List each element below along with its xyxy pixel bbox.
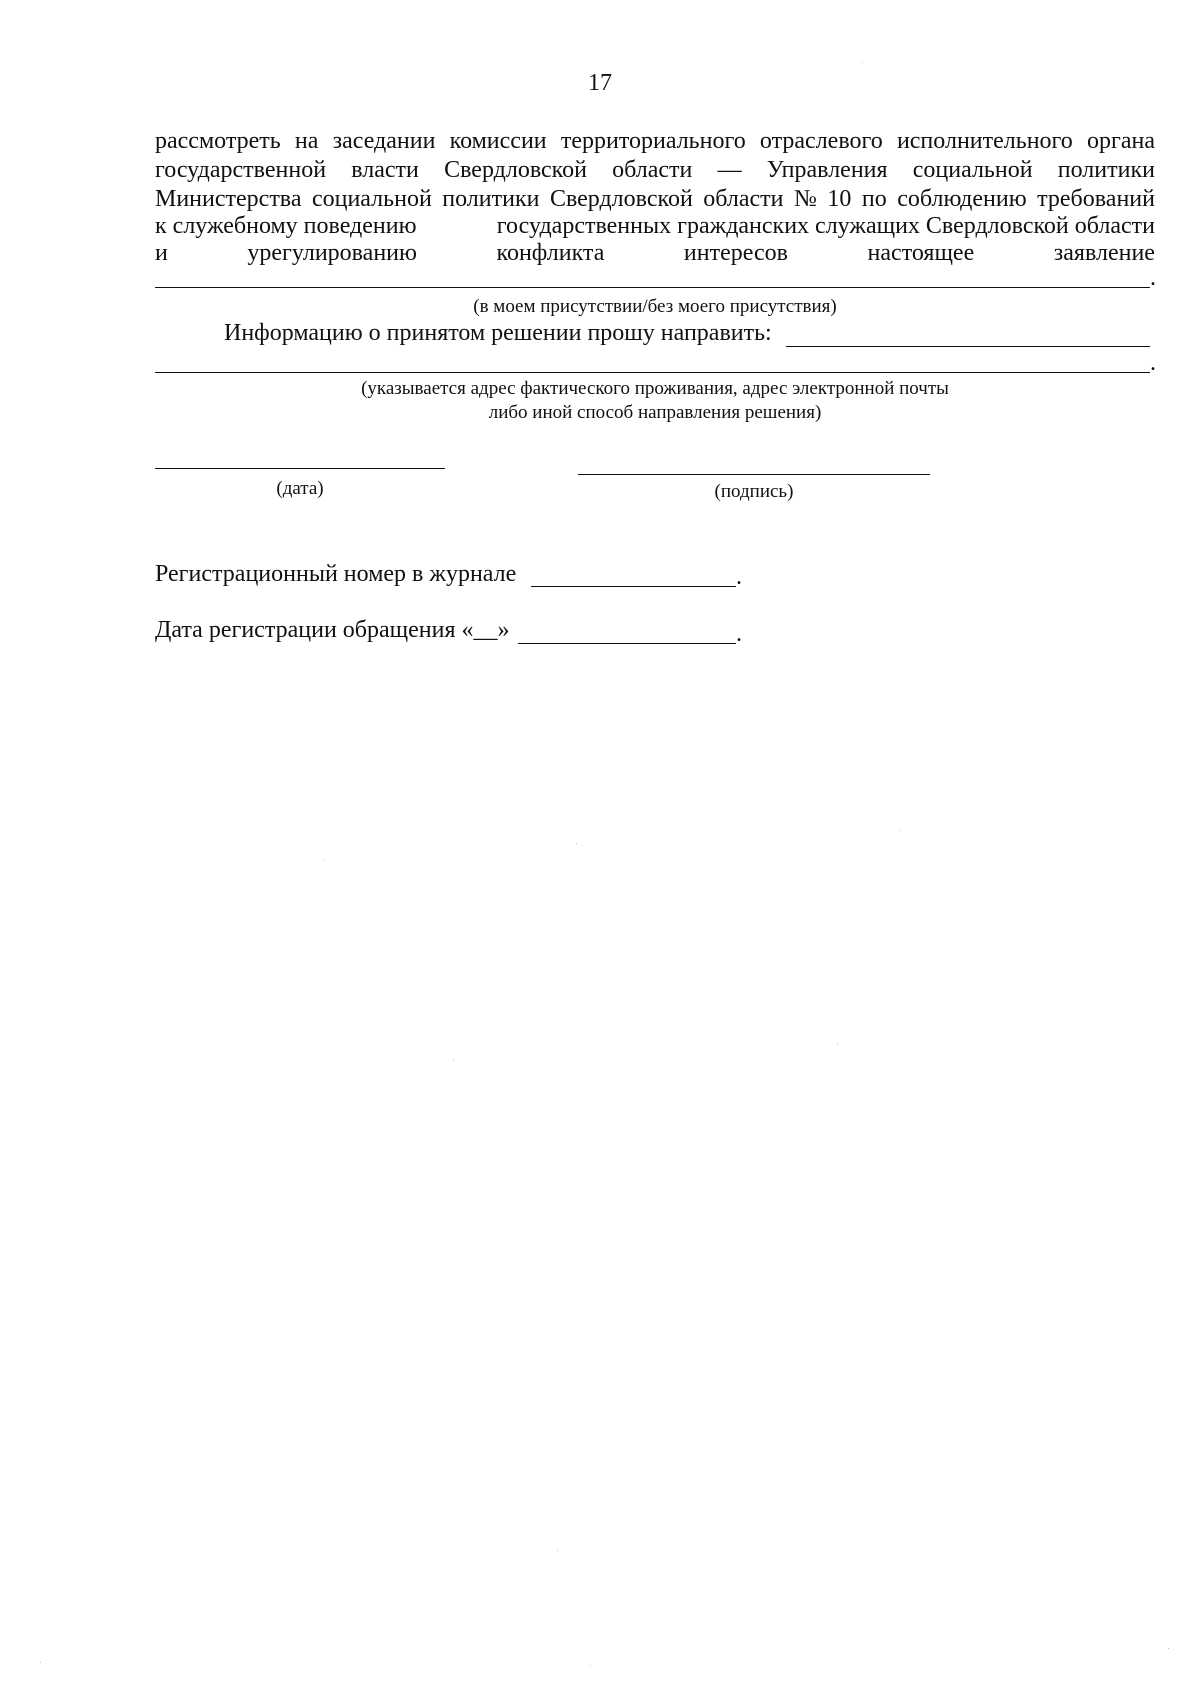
registration-number-field-line[interactable] — [531, 586, 736, 587]
presence-field-hint: (в моем присутствии/без моего присутствия) — [473, 296, 837, 317]
presence-field-line[interactable] — [155, 287, 1150, 288]
scan-speck — [40, 1662, 41, 1663]
scan-speck — [590, 1665, 591, 1666]
word: интересов — [683, 240, 788, 266]
word: заседании — [332, 128, 436, 154]
registration-date-field-line[interactable] — [518, 643, 736, 644]
word: Управления — [766, 157, 888, 183]
signature-label: (подпись) — [714, 481, 794, 502]
word: социальной — [311, 186, 432, 212]
decision-info-field-line[interactable] — [786, 346, 1150, 347]
word: Министерства — [155, 186, 302, 212]
date-label: (дата) — [276, 478, 324, 499]
paragraph-line-1 — [155, 128, 1155, 155]
decision-info-end-punct: . — [1150, 350, 1156, 376]
decision-info-hint-2: либо иной способ направления решения) — [488, 402, 822, 423]
word: социальной — [912, 157, 1033, 183]
word: № — [794, 186, 817, 212]
word: и — [155, 240, 168, 266]
scan-speck — [453, 1060, 454, 1061]
paragraph-line-5 — [155, 240, 1155, 267]
scan-speck — [323, 860, 324, 861]
registration-number-label: Регистрационный номер в журнале — [155, 561, 517, 587]
word-group: государственных гражданских служащих Свердловской области — [496, 213, 1155, 239]
word: области — [703, 186, 784, 212]
signature-field-line[interactable] — [578, 474, 930, 475]
date-field-line[interactable] — [155, 468, 445, 469]
word: политики — [1057, 157, 1155, 183]
word: рассмотреть — [155, 128, 281, 154]
decision-info-label: Информацию о принятом решении прошу направить: — [224, 320, 772, 346]
page-number: 17 — [588, 70, 612, 96]
word: политики — [442, 186, 540, 212]
word: урегулированию — [247, 240, 417, 266]
scan-speck — [837, 1043, 838, 1044]
word: отраслевого — [759, 128, 883, 154]
word: требований — [1037, 186, 1155, 212]
registration-number-end-punct: . — [736, 564, 742, 590]
paragraph-line-2 — [155, 157, 1155, 184]
word: соблюдению — [897, 186, 1027, 212]
word: государственной — [155, 157, 327, 183]
word: конфликта — [496, 240, 605, 266]
decision-info-hint-1: (указывается адрес фактического проживания, адрес электронной почты — [361, 378, 949, 399]
word: территориального — [560, 128, 746, 154]
word: 10 — [827, 186, 852, 212]
scan-speck — [900, 830, 901, 831]
word: на — [294, 128, 319, 154]
registration-date-end-punct: . — [736, 621, 742, 647]
word: по — [861, 186, 887, 212]
word: настоящее — [867, 240, 975, 266]
word-group: к служебному поведению — [155, 213, 417, 239]
paragraph-line-3 — [155, 186, 1155, 213]
scan-speck — [557, 1550, 558, 1551]
scan-speck — [576, 843, 577, 844]
word: Свердловской — [444, 157, 587, 183]
word: власти — [351, 157, 419, 183]
word: комиссии — [449, 128, 547, 154]
word: органа — [1086, 128, 1155, 154]
word: Свердловской — [549, 186, 693, 212]
presence-field-end-punct: . — [1150, 265, 1156, 291]
word: области — [612, 157, 693, 183]
word: исполнительного — [896, 128, 1073, 154]
decision-info-field-line-2[interactable] — [155, 372, 1150, 373]
word: — — [717, 157, 742, 183]
scan-speck — [862, 62, 863, 63]
registration-date-label: Дата регистрации обращения «__» — [155, 617, 510, 643]
word: заявление — [1053, 240, 1155, 266]
scan-speck — [1168, 1648, 1169, 1649]
paragraph-line-4 — [155, 213, 1155, 240]
